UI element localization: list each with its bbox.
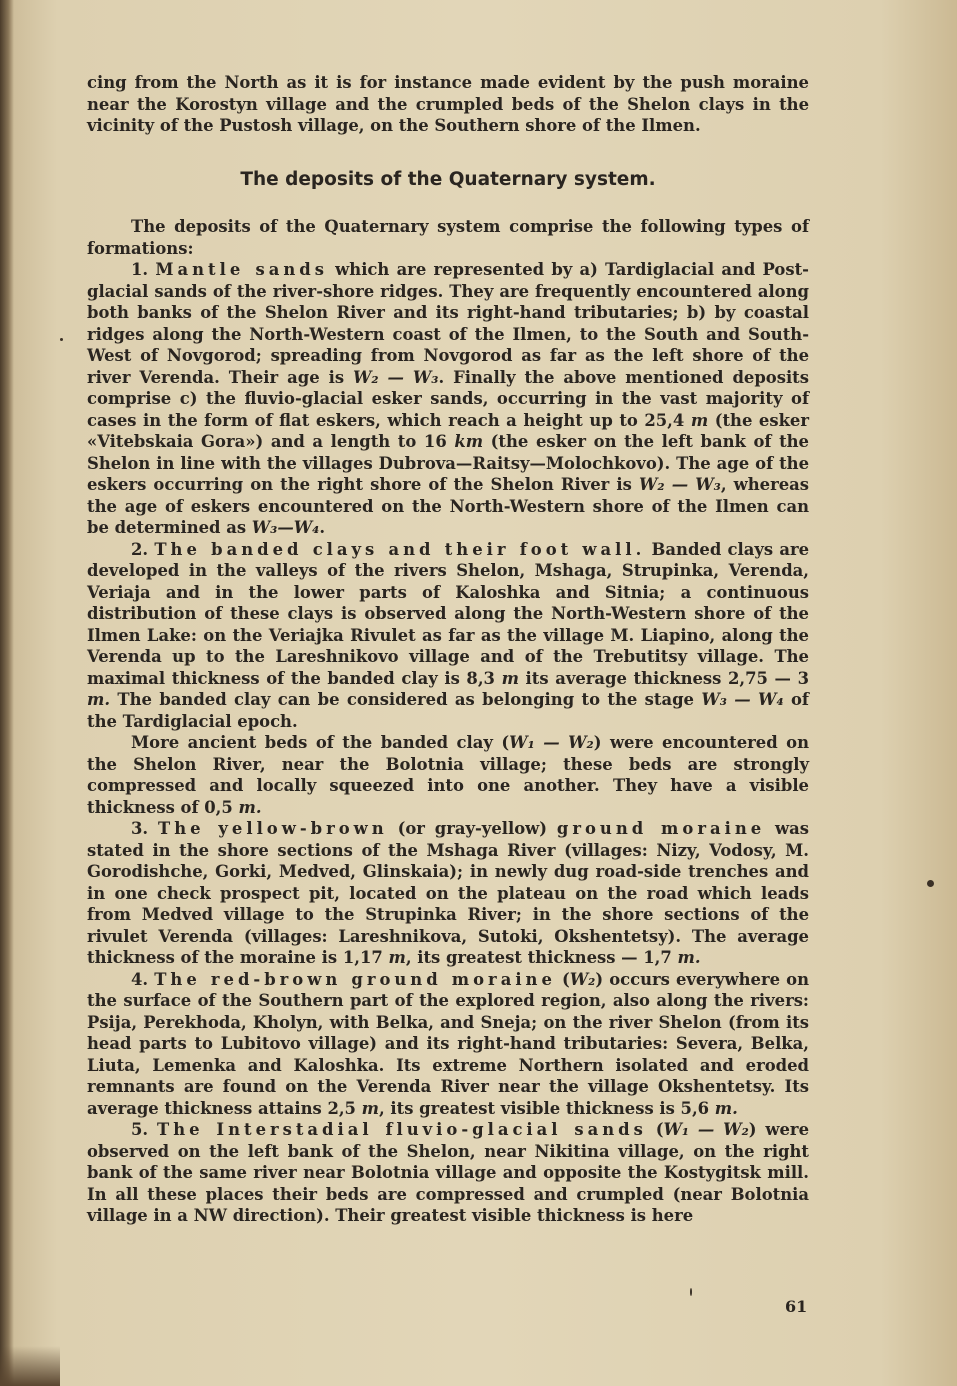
red-brown-moraine-paragraph	[87, 969, 809, 1120]
stage-notation: W₁ — W₂	[663, 1120, 749, 1139]
unit: m	[690, 410, 709, 430]
paragraph-text: . Finally the above mentioned deposits comprise c) the fluvio-glacial esker sands, occurring in the vast majority of cases in the form of flat eskers, which reach a height up to 25,4	[87, 367, 809, 430]
paragraph-text: The banded clay can be considered as belonging to the stage	[110, 690, 702, 709]
paragraph-text: , its greatest thickness — 1,7	[405, 948, 678, 967]
paragraph-text: ) occurs everywhere on the surface of the Southern part of the explored region, also along the rivers: Psija, Perekhoda, Kholyn, with Belka, and Sneja; on the river Shelon (from its head parts to Lubitovo village) and its right-hand tributaries: Severa, Belka, Liuta, Lemenka and Kaloshka. Its extreme Northern isolated and eroded remnants are found on the Verenda River near the village Okshentetsy. Its average thickness attains 2,5	[87, 969, 809, 1118]
paragraph-text: (	[555, 969, 570, 989]
stage-notation: W₂ — W₃	[353, 367, 439, 387]
item-number: 3.	[131, 819, 149, 838]
article-body	[87, 72, 809, 1227]
unit: m	[361, 1098, 380, 1118]
item-number: 2.	[131, 539, 149, 559]
paragraph-text: (the esker on the left bank of the Shelon in line with the villages Dubrova—Raitsy—Molochkovo). The age of the eskers occurring on the right shore of the Shelon River is	[87, 432, 809, 494]
ancient-clay-paragraph	[87, 732, 809, 818]
unit: m.	[238, 797, 262, 817]
mantle-sands-paragraph	[87, 259, 809, 539]
print-speck	[927, 880, 934, 887]
stage-notation: W₃—W₄	[251, 518, 320, 537]
quaternary-intro-paragraph: The deposits of the Quaternary system comprise the following types of formations:	[87, 217, 809, 258]
paragraph-text: , its greatest visible thickness is 5,6	[379, 1098, 715, 1118]
paragraph-text: ) were observed on the left bank of the Shelon, near Nikitina village, on the right bank of the same river near Bolotnia village and opposite the Kostygitsk mill. In all these places their beds are compressed and crumpled (near Bolotnia village in a NW direction). Their greatest visible thickness is here	[87, 1120, 809, 1225]
banded-clays-paragraph	[87, 539, 809, 733]
print-speck	[690, 1288, 692, 1296]
paragraph-text: More ancient beds of the banded clay (	[131, 733, 510, 752]
yellow-brown-moraine-paragraph	[87, 818, 809, 969]
paragraph-text: was stated in the shore sections of the Mshaga River (villages: Nizy, Vodosy, M. Gorodishche, Gorki, Medved, Glinskaia); in newly dug road-side trenches and in one check prospect pit, located on the plateau on the road which leads from Medved village to the Strupinka River; in the shore sections of the rivulet Verenda (villages: Lareshnikova, Sutoki, Okshentetsy). The average thickness of the moraine is 1,17	[87, 819, 809, 967]
unit: km	[454, 432, 484, 451]
spaced-term: The red-brown ground moraine	[154, 969, 556, 989]
spaced-term: The yellow-brown	[158, 819, 388, 838]
page-number: 61	[785, 1297, 808, 1316]
book-spine-shadow	[0, 0, 14, 1386]
paragraph-text: ) were encountered on the Shelon River, near the Bolotnia village; these beds are strongly compressed and locally squeezed into one another. They have a visible thickness of 0,5	[87, 733, 809, 817]
paragraph-text: (or gray-yellow)	[387, 819, 557, 838]
item-number: 1.	[131, 260, 149, 279]
spaced-term: Mantle sands	[155, 260, 328, 279]
paragraph-text: of the Tardiglacial epoch.	[87, 690, 809, 731]
unit: m.	[677, 948, 701, 967]
interstadial-sands-paragraph	[87, 1119, 809, 1227]
unit: m	[388, 948, 406, 967]
spaced-term: ground moraine	[556, 819, 766, 838]
spine-corner-shadow	[0, 1346, 60, 1386]
spaced-term: The Interstadial fluvio-glacial sands	[157, 1120, 647, 1139]
unit: m	[501, 668, 519, 688]
stage-notation: W₁ — W₂	[509, 733, 594, 752]
paragraph-text: Banded clays are developed in the valleys of the rivers Shelon, Mshaga, Strupinka, Verenda, Veriaja and in the lower parts of Kaloshka and Sitnia; a continuous distribution of these clays is observed along the North-Western shore of the Ilmen Lake: on the Veriajka Rivulet as far as the village M. Liapino, along the Verenda up to the Lareshnikovo village and of the Trebutitsy village. The maximal thickness of the banded clay is 8,3	[87, 539, 810, 688]
stage-notation: W₂	[569, 969, 596, 989]
item-number: 4.	[131, 969, 149, 989]
stage-notation: W₃ — W₄	[701, 690, 784, 709]
paragraph-text: (the esker «Vitebskaia Gora») and a length to 16	[87, 410, 809, 451]
spaced-term: The banded clays and their foot wall.	[154, 539, 646, 559]
paragraph-text: .	[319, 518, 326, 537]
intro-paragraph: cing from the North as it is for instance made evident by the push moraine near the Korostyn village and the crumpled beds of the Shelon clays in the vicinity of the Pustosh village, on the Southern shore of the Ilmen.	[87, 73, 809, 135]
paragraph-text: which are represented by a) Tardiglacial and Post-glacial sands of the river-shore ridges. They are frequently encountered along both banks of the Shelon River and its right-hand tributaries; b) by coastal ridges along the North-Western coast of the Ilmen, to the South and South-West of Novgorod; spreading from Novgorod as far as the left shore of the river Verenda. Their age is	[87, 260, 809, 387]
paragraph-text: (	[646, 1120, 664, 1139]
paragraph-text: its average thickness 2,75 — 3	[518, 668, 809, 688]
section-heading: The deposits of the Quaternary system.	[240, 168, 656, 190]
item-number: 5.	[131, 1120, 149, 1139]
unit: m.	[714, 1098, 738, 1118]
stage-notation: W₂ — W₃	[639, 475, 721, 494]
unit: m.	[87, 690, 111, 709]
paragraph-text: , whereas the age of eskers encountered on the North-Western shore of the Ilmen can be determined as	[87, 475, 809, 537]
print-speck	[60, 338, 63, 341]
